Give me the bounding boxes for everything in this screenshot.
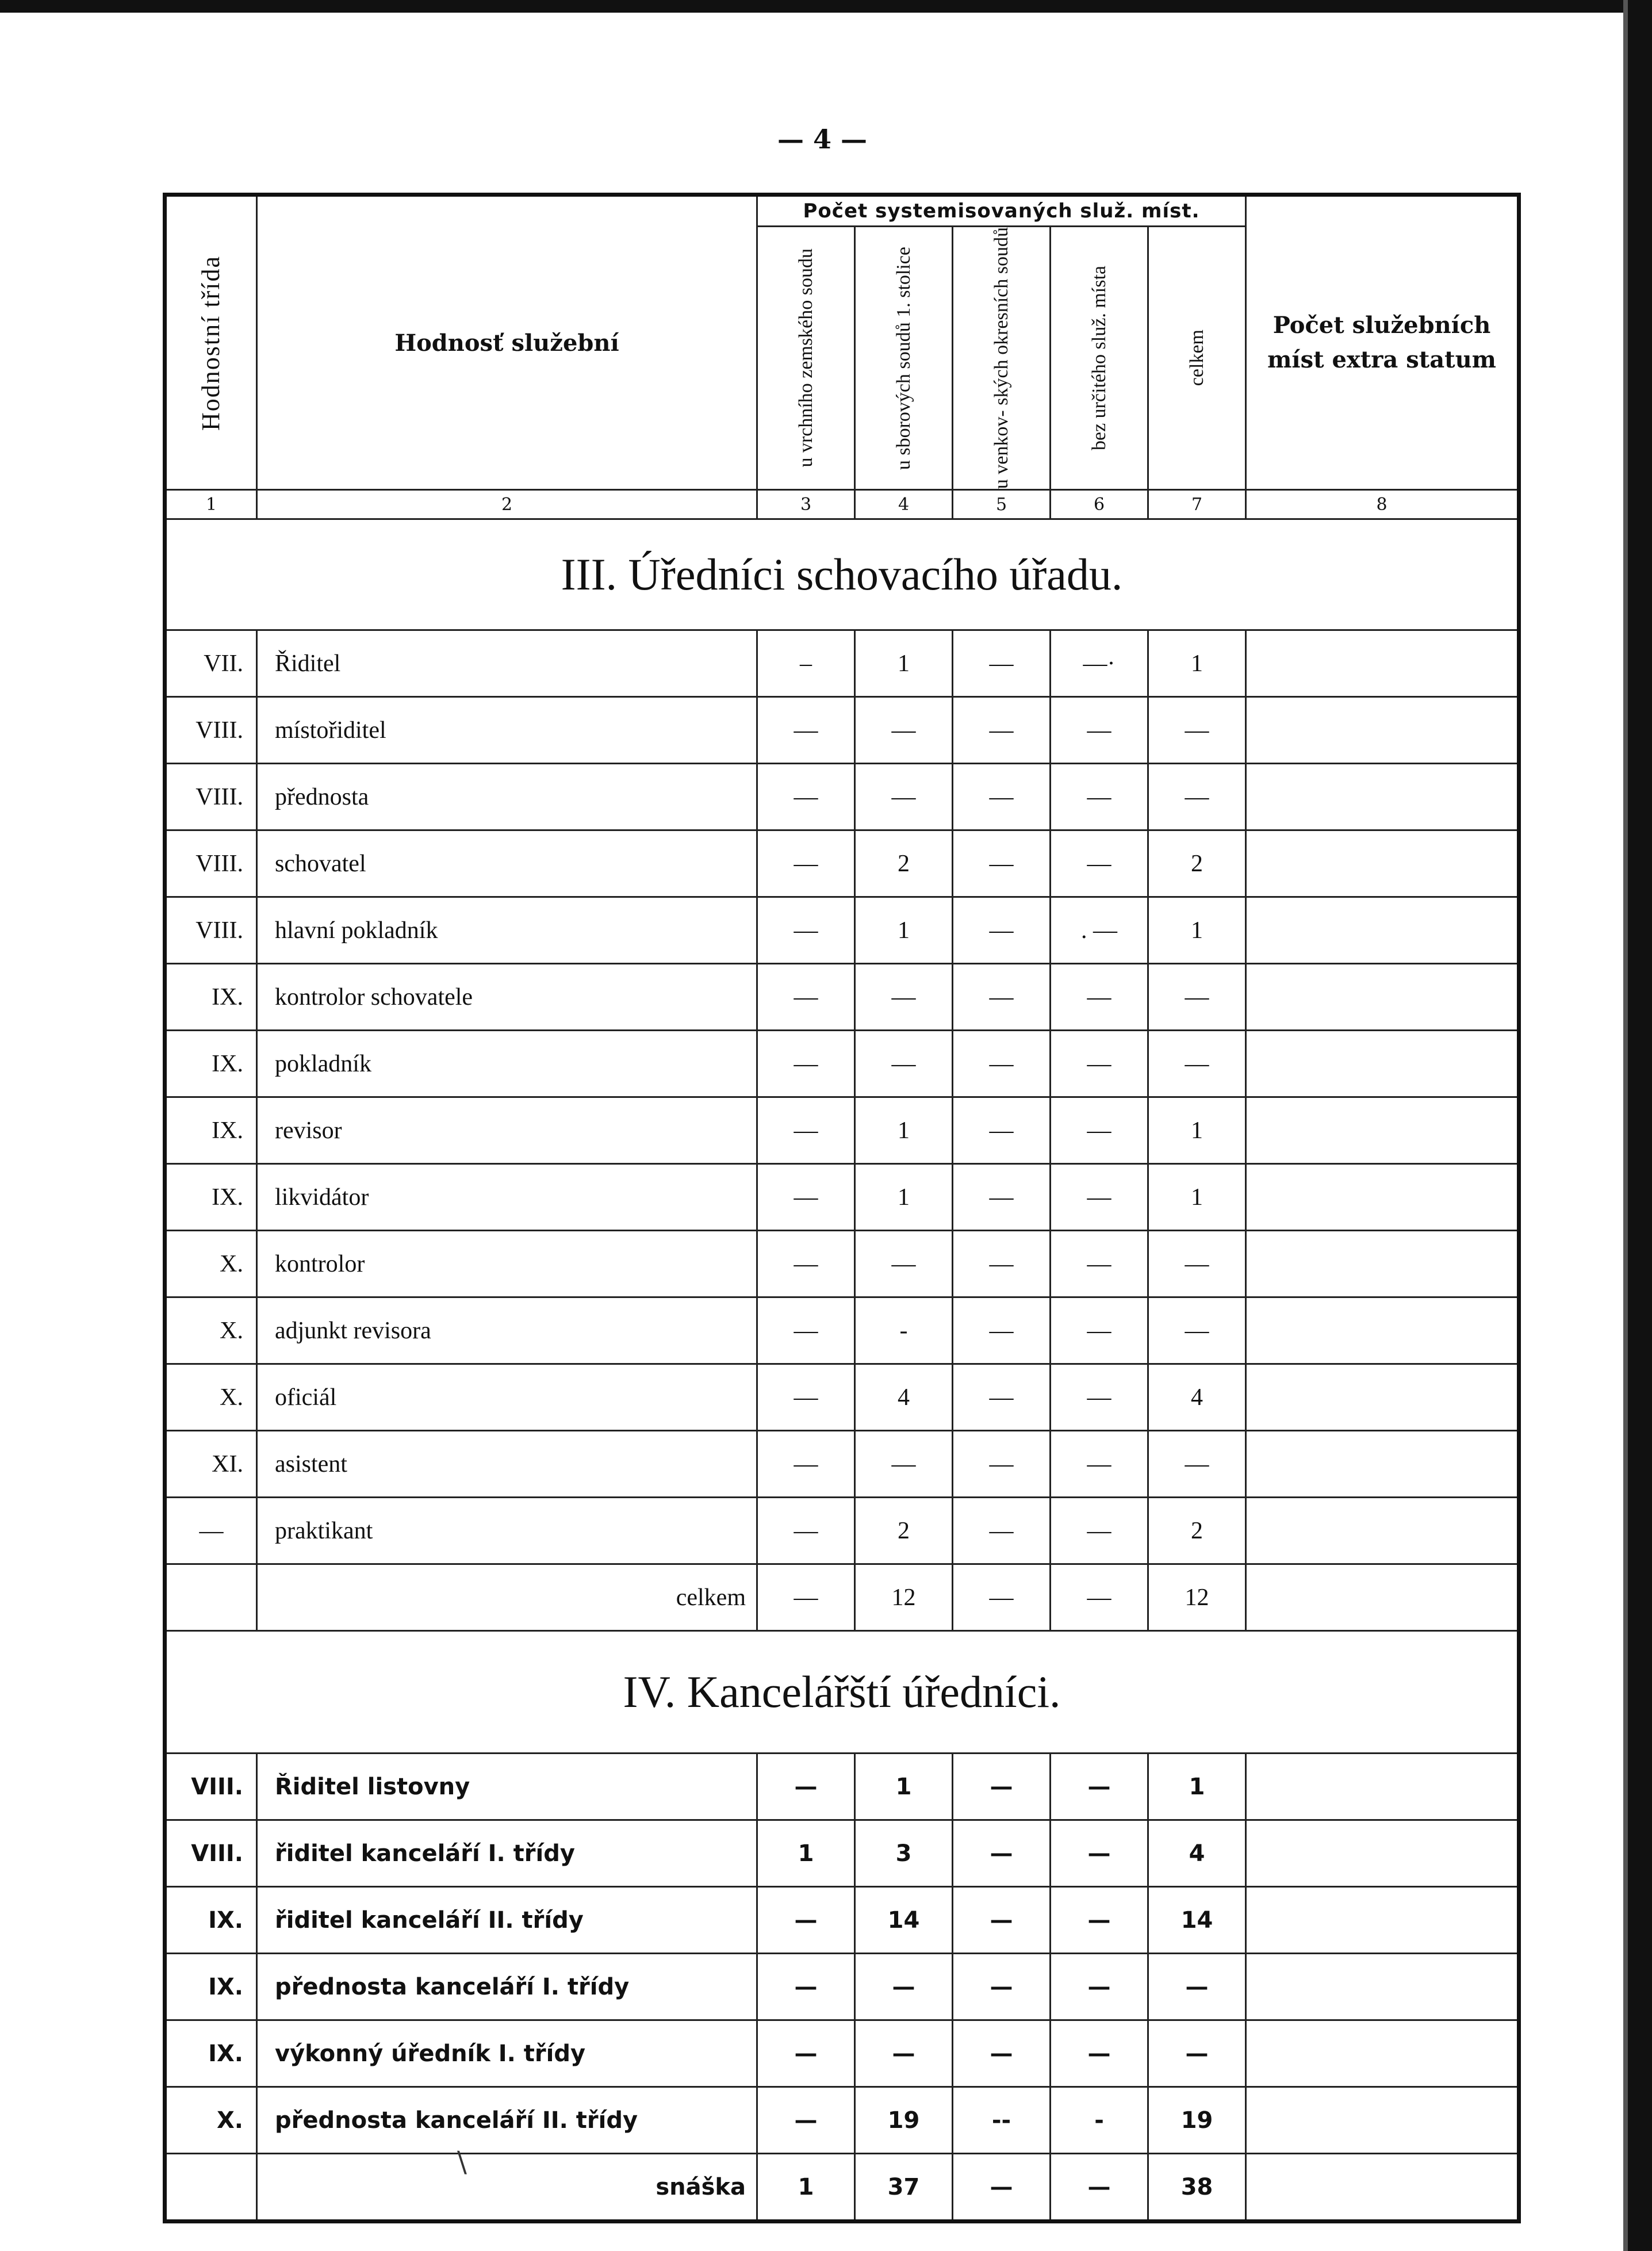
rank-class [165, 1564, 257, 1631]
rank-title: kontrolor [257, 1231, 757, 1297]
value-col8 [1246, 1954, 1519, 2020]
rank-title: schovatel [257, 830, 757, 897]
header-col5-label: u venkov- ských okresních soudů [990, 227, 1012, 489]
value-col5: — [953, 1164, 1051, 1231]
table-row [165, 1297, 1519, 1364]
value-col7: — [1148, 1297, 1246, 1364]
value-col3: – [757, 630, 855, 697]
value-col5: — [953, 764, 1051, 830]
value-col8 [1246, 2020, 1519, 2087]
value-col5: — [953, 1364, 1051, 1431]
total-col7: 38 [1148, 2154, 1246, 2222]
value-col6: — [1051, 1364, 1148, 1431]
page-number: — 4 — [777, 124, 868, 155]
value-col5: — [953, 897, 1051, 964]
value-col6: — [1051, 697, 1148, 764]
column-number: 5 [953, 490, 1051, 519]
rank-title: hlavní pokladník [257, 897, 757, 964]
rank-class: X. [165, 2087, 257, 2154]
value-col6: — [1051, 1754, 1148, 1820]
value-col4: — [855, 1431, 953, 1498]
rank-title: kontrolor schovatele [257, 964, 757, 1031]
scan-border-top [0, 0, 1652, 13]
value-col5: — [953, 1820, 1051, 1887]
total-label: celkem [257, 1564, 757, 1631]
value-col6: . — [1051, 897, 1148, 964]
value-col5: — [953, 830, 1051, 897]
value-col7: 14 [1148, 1887, 1246, 1954]
header-col4-label: u sborových soudů 1. stolice [892, 246, 914, 470]
value-col3: — [757, 1431, 855, 1498]
header-col6 [1051, 227, 1148, 490]
column-number-row [165, 490, 1519, 519]
rank-title: pokladník [257, 1031, 757, 1097]
total-label: snáška [257, 2154, 757, 2222]
value-col4: 2 [855, 830, 953, 897]
rank-class: IX. [165, 1954, 257, 2020]
header-col3-label: u vrchního zemského soudu [795, 248, 817, 468]
total-row [165, 2154, 1519, 2222]
value-col7: 2 [1148, 1498, 1246, 1564]
value-col8 [1246, 830, 1519, 897]
value-col8 [1246, 1164, 1519, 1231]
table-row [165, 1097, 1519, 1164]
rank-class: VIII. [165, 697, 257, 764]
value-col7: 1 [1148, 630, 1246, 697]
rank-class: IX. [165, 964, 257, 1031]
value-col3: — [757, 2087, 855, 2154]
value-col8 [1246, 1097, 1519, 1164]
rank-title: adjunkt revisora [257, 1297, 757, 1364]
header-col4 [855, 227, 953, 490]
value-col4: 4 [855, 1364, 953, 1431]
value-col4: — [855, 1954, 953, 2020]
table-row [165, 1887, 1519, 1954]
value-col4: 1 [855, 1754, 953, 1820]
value-col3: — [757, 1754, 855, 1820]
value-col6: — [1051, 1297, 1148, 1364]
value-col5: — [953, 630, 1051, 697]
value-col7: — [1148, 964, 1246, 1031]
table-row [165, 1431, 1519, 1498]
value-col7: 1 [1148, 1754, 1246, 1820]
value-col3: — [757, 964, 855, 1031]
table-row [165, 897, 1519, 964]
value-col3: — [757, 1097, 855, 1164]
value-col3: 1 [757, 1820, 855, 1887]
value-col3: — [757, 1498, 855, 1564]
value-col8 [1246, 1297, 1519, 1364]
rank-class: IX. [165, 1097, 257, 1164]
value-col7: — [1148, 1231, 1246, 1297]
rank-class: VIII. [165, 897, 257, 964]
value-col8 [1246, 1498, 1519, 1564]
section-heading-row [165, 519, 1519, 630]
rank-title: praktikant [257, 1498, 757, 1564]
rank-title: místořiditel [257, 697, 757, 764]
value-col5: — [953, 1754, 1051, 1820]
value-col3: — [757, 1031, 855, 1097]
value-col6: —· [1051, 630, 1148, 697]
value-col7: 4 [1148, 1364, 1246, 1431]
total-col5: — [953, 2154, 1051, 2222]
column-number: 3 [757, 490, 855, 519]
value-col8 [1246, 1231, 1519, 1297]
value-col7: — [1148, 1431, 1246, 1498]
table-row [165, 1754, 1519, 1820]
header-group: Počet systemisovaných služ. míst. [757, 195, 1246, 227]
header-col5 [953, 227, 1051, 490]
value-col6: — [1051, 830, 1148, 897]
header-col7 [1148, 227, 1246, 490]
value-col6: — [1051, 1498, 1148, 1564]
value-col7: — [1148, 1954, 1246, 2020]
value-col3: — [757, 697, 855, 764]
rank-class: VII. [165, 630, 257, 697]
value-col5: — [953, 697, 1051, 764]
table-row [165, 1164, 1519, 1231]
total-col3: 1 [757, 2154, 855, 2222]
value-col8 [1246, 1887, 1519, 1954]
value-col4: 1 [855, 897, 953, 964]
table-row [165, 764, 1519, 830]
value-col4: — [855, 2020, 953, 2087]
value-col7: 1 [1148, 1164, 1246, 1231]
value-col4: 1 [855, 1164, 953, 1231]
value-col6: — [1051, 764, 1148, 830]
rank-title: řiditel kanceláří I. třídy [257, 1820, 757, 1887]
value-col5: — [953, 1097, 1051, 1164]
value-col8 [1246, 1754, 1519, 1820]
rank-class: IX. [165, 1164, 257, 1231]
value-col8 [1246, 630, 1519, 697]
value-col7: 1 [1148, 897, 1246, 964]
column-number: 4 [855, 490, 953, 519]
value-col6: — [1051, 1887, 1148, 1954]
rank-title: výkonný úředník I. třídy [257, 2020, 757, 2087]
value-col4: — [855, 1231, 953, 1297]
header-rank-class [165, 195, 257, 490]
value-col3: — [757, 1954, 855, 2020]
total-col5: — [953, 1564, 1051, 1631]
value-col5: — [953, 1498, 1051, 1564]
header-col7-label: celkem [1186, 330, 1208, 386]
value-col7: — [1148, 697, 1246, 764]
value-col5: -- [953, 2087, 1051, 2154]
value-col8 [1246, 964, 1519, 1031]
rank-class: VIII. [165, 830, 257, 897]
value-col3: — [757, 1297, 855, 1364]
rank-title: revisor [257, 1097, 757, 1164]
value-col4: 3 [855, 1820, 953, 1887]
value-col4: 2 [855, 1498, 953, 1564]
rank-title: přednosta kanceláří II. třídy [257, 2087, 757, 2154]
total-col7: 12 [1148, 1564, 1246, 1631]
column-number: 2 [257, 490, 757, 519]
column-number: 7 [1148, 490, 1246, 519]
total-col6: — [1051, 2154, 1148, 2222]
table-row [165, 830, 1519, 897]
total-col8 [1246, 1564, 1519, 1631]
rank-class: IX. [165, 2020, 257, 2087]
value-col6: - [1051, 2087, 1148, 2154]
section-3-title: III. Úředníci schovacího úřadu. [165, 519, 1519, 630]
table-row [165, 1498, 1519, 1564]
total-col3: — [757, 1564, 855, 1631]
header-service-rank: Hodnosť služební [257, 195, 757, 490]
value-col4: — [855, 697, 953, 764]
value-col6: — [1051, 1954, 1148, 2020]
rank-title: Řiditel listovny [257, 1754, 757, 1820]
header-extra-statum: Počet služebních míst extra statum [1246, 195, 1519, 490]
value-col4: — [855, 764, 953, 830]
value-col6: — [1051, 964, 1148, 1031]
value-col3: — [757, 2020, 855, 2087]
value-col3: — [757, 1887, 855, 1954]
value-col7: 2 [1148, 830, 1246, 897]
value-col5: — [953, 964, 1051, 1031]
section-heading-row [165, 1631, 1519, 1754]
rank-title: likvidátor [257, 1164, 757, 1231]
value-col7: 1 [1148, 1097, 1246, 1164]
header-col6-label: bez určitého služ. místa [1088, 266, 1110, 451]
value-col7: 19 [1148, 2087, 1246, 2154]
value-col7: — [1148, 764, 1246, 830]
rank-class: IX. [165, 1031, 257, 1097]
table-row [165, 1820, 1519, 1887]
stray-mark: \ [457, 2145, 467, 2179]
table-row [165, 630, 1519, 697]
value-col5: — [953, 1954, 1051, 2020]
total-col8 [1246, 2154, 1519, 2222]
column-number: 6 [1051, 490, 1148, 519]
table-row [165, 964, 1519, 1031]
value-col4: 1 [855, 630, 953, 697]
staff-table [163, 193, 1521, 2223]
value-col6: — [1051, 1031, 1148, 1097]
value-col7: — [1148, 2020, 1246, 2087]
table-row [165, 1364, 1519, 1431]
value-col4: — [855, 1031, 953, 1097]
value-col8 [1246, 764, 1519, 830]
value-col3: — [757, 1364, 855, 1431]
column-number: 1 [165, 490, 257, 519]
rank-class: VIII. [165, 1820, 257, 1887]
section-4-title: IV. Kancelářští úředníci. [165, 1631, 1519, 1754]
value-col5: — [953, 1887, 1051, 1954]
rank-title: přednosta [257, 764, 757, 830]
rank-class: XI. [165, 1431, 257, 1498]
value-col6: — [1051, 1431, 1148, 1498]
scan-border-right-inner [1623, 0, 1628, 2251]
value-col5: — [953, 1297, 1051, 1364]
rank-class: — [165, 1498, 257, 1564]
table-row [165, 2020, 1519, 2087]
value-col6: — [1051, 1097, 1148, 1164]
total-row [165, 1564, 1519, 1631]
value-col6: — [1051, 2020, 1148, 2087]
table-row [165, 1231, 1519, 1297]
value-col8 [1246, 697, 1519, 764]
value-col4: 14 [855, 1887, 953, 1954]
value-col8 [1246, 2087, 1519, 2154]
rank-class: X. [165, 1364, 257, 1431]
total-col6: — [1051, 1564, 1148, 1631]
value-col4: — [855, 964, 953, 1031]
value-col3: — [757, 1164, 855, 1231]
rank-title: oficiál [257, 1364, 757, 1431]
rank-class: X. [165, 1231, 257, 1297]
value-col4: - [855, 1297, 953, 1364]
value-col5: — [953, 1231, 1051, 1297]
column-number: 8 [1246, 490, 1519, 519]
total-col4: 37 [855, 2154, 953, 2222]
value-col4: 19 [855, 2087, 953, 2154]
scan-border-right [1628, 0, 1652, 2251]
table-row [165, 1954, 1519, 2020]
table-row [165, 2087, 1519, 2154]
value-col3: — [757, 1231, 855, 1297]
value-col3: — [757, 764, 855, 830]
value-col8 [1246, 1820, 1519, 1887]
value-col6: — [1051, 1231, 1148, 1297]
value-col4: 1 [855, 1097, 953, 1164]
value-col5: — [953, 1431, 1051, 1498]
rank-class [165, 2154, 257, 2222]
value-col5: — [953, 2020, 1051, 2087]
header-row [165, 195, 1519, 227]
rank-title: asistent [257, 1431, 757, 1498]
value-col5: — [953, 1031, 1051, 1097]
rank-class: VIII. [165, 1754, 257, 1820]
value-col6: — [1051, 1164, 1148, 1231]
value-col6: — [1051, 1820, 1148, 1887]
rank-title: řiditel kanceláří II. třídy [257, 1887, 757, 1954]
value-col3: — [757, 897, 855, 964]
total-col4: 12 [855, 1564, 953, 1631]
header-col3 [757, 227, 855, 490]
header-rank-class-label: Hodnostní třída [197, 255, 225, 431]
value-col7: — [1148, 1031, 1246, 1097]
value-col8 [1246, 897, 1519, 964]
value-col8 [1246, 1031, 1519, 1097]
table-row [165, 1031, 1519, 1097]
rank-class: X. [165, 1297, 257, 1364]
value-col7: 4 [1148, 1820, 1246, 1887]
rank-class: IX. [165, 1887, 257, 1954]
value-col8 [1246, 1431, 1519, 1498]
value-col3: — [757, 830, 855, 897]
rank-title: Řiditel [257, 630, 757, 697]
table-row [165, 697, 1519, 764]
rank-class: VIII. [165, 764, 257, 830]
rank-title: přednosta kanceláří I. třídy [257, 1954, 757, 2020]
value-col8 [1246, 1364, 1519, 1431]
